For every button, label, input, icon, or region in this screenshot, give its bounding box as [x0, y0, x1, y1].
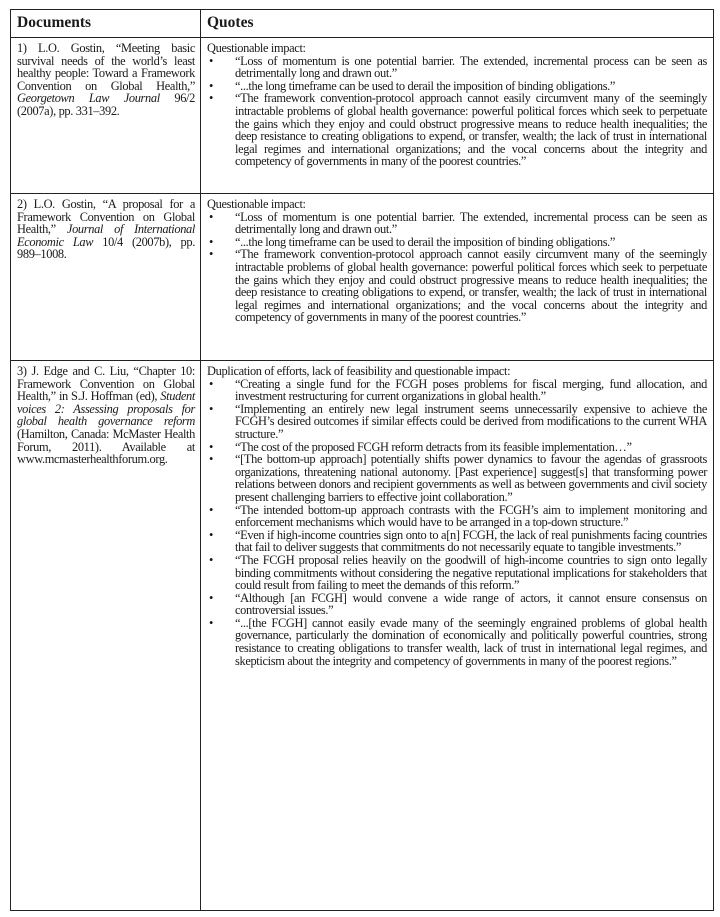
quotes-cell [201, 361, 714, 911]
citation-text: 2) L.O. Gostin, “A proposal for a Framework Convention on Global Health,” [17, 197, 195, 237]
quotes-cell [201, 38, 714, 194]
quote-item: • “Creating a single fund for the FCGH poses problems for fiscal merging, fund allocation, and investment restructuring for current organizations in global health.” [207, 378, 707, 403]
quote-heading: Duplication of efforts, lack of feasibility and questionable impact: [207, 364, 511, 378]
quote-item: • “Implementing an entirely new legal instrument seems unnecessarily expensive to achieve the FCGH’s desired outcomes if similar effects could be derived from modifications to the current WHA structure.” [207, 403, 707, 441]
table-row [11, 361, 714, 911]
documents-quotes-table [10, 9, 714, 911]
quote-list [207, 55, 707, 168]
quote-item: • “...the long timeframe can be used to derail the imposition of binding obligations.” [207, 236, 707, 249]
table-row [11, 194, 714, 361]
quote-item: • “Even if high-income countries sign onto to a[n] FCGH, the lack of real punishments facing countries that fail to deliver suggests that commitments do not necessarily equate to tangible investments.” [207, 529, 707, 554]
document-citation [11, 194, 201, 361]
citation-text: 1) L.O. Gostin, “Meeting basic survival needs of the world’s least healthy people: Toward a Framework Convention on Global Health,” [17, 41, 195, 93]
quote-item: • “[The bottom-up approach] potentially shifts power dynamics to favour the agendas of grassroots organizations, threatening national autonomy. [Past experience] suggest[s] that transforming power relations between donors and recipient governments as well as between governments and civil society present challenging barriers to effective joint collaboration.” [207, 453, 707, 503]
quote-item: • “...[the FCGH] cannot easily evade many of the seemingly engrained problems of global health governance, particularly the domination of economically and politically powerful countries, strong resistance to creating obligations to transfer wealth, lack of trust in international legal regimes, and skepticism about the integrity and competency of governments in many of the poorest regions.” [207, 617, 707, 667]
journal-title: Journal of International Economic Law [17, 222, 195, 249]
quote-item: • “...the long timeframe can be used to derail the imposition of binding obligations.” [207, 80, 707, 93]
header-row [11, 10, 714, 38]
quote-item: • “The framework convention-protocol approach cannot easily circumvent many of the seemingly intractable problems of global health governance: powerful political forces which seek to perpetuate the gains which they enjoy and could obstruct progressive means to reduce health inequalities; the deep resistance to creating obligations to expend, or transfer, wealth; the lack of trust in international legal regimes and international organizations; and the vocal concerns about the integrity and competency of governments in many of the poorest countries.” [207, 248, 707, 324]
quotes-cell [201, 194, 714, 361]
citation-details: 96/2 (2007a), pp. 331–392. [17, 91, 195, 118]
journal-title: Student voices 2: Assessing proposals for global health governance reform [17, 389, 195, 429]
quote-item: • “The framework convention-protocol approach cannot easily circumvent many of the seemingly intractable problems of global health governance: powerful political forces which seek to perpetuate the gains which they enjoy and could obstruct progressive means to reduce health inequalities; the deep resistance to creating obligations to expend, or transfer, wealth; the lack of trust in international legal regimes and international organizations; and the vocal concerns about the integrity and competency of governments in many of the poorest countries.” [207, 92, 707, 168]
quote-heading: Questionable impact: [207, 197, 306, 211]
quote-item: • “The intended bottom-up approach contrasts with the FCGH’s aim to implement monitoring and enforcement mechanisms which would have to be arranged in a top-down structure.” [207, 504, 707, 529]
citation-text: 3) J. Edge and C. Liu, “Chapter 10: Framework Convention on Global Health,” in S.J. Hoffman (ed), [17, 364, 195, 404]
quote-item: • “Loss of momentum is one potential barrier. The extended, incremental process can be seen as detrimentally long and drawn out.” [207, 55, 707, 80]
quote-heading: Questionable impact: [207, 41, 306, 55]
quote-list [207, 378, 707, 668]
table-row [11, 38, 714, 194]
quote-item: • “The FCGH proposal relies heavily on the goodwill of high-income countries to sign onto legally binding commitments without considering the negative reputational implications for stakeholders that could result from failing to meet the demands of this reform.” [207, 554, 707, 592]
quote-item: • “Loss of momentum is one potential barrier. The extended, incremental process can be seen as detrimentally long and drawn out.” [207, 211, 707, 236]
citation-details: (Hamilton, Canada: McMaster Health Forum, 2011). Available at www.mcmasterhealthforum.org. [17, 426, 195, 467]
document-citation [11, 38, 201, 194]
quote-item: • “The cost of the proposed FCGH reform detracts from its feasible implementation…” [207, 441, 707, 454]
header-documents: Documents [11, 10, 201, 38]
header-quotes: Quotes [201, 10, 714, 38]
quote-list [207, 211, 707, 324]
journal-title: Georgetown Law Journal [17, 91, 160, 106]
citation-details: 10/4 (2007b), pp. 989–1008. [17, 234, 195, 262]
quote-item: • “Although [an FCGH] would convene a wide range of actors, it cannot ensure consensus on controversial issues.” [207, 592, 707, 617]
document-citation [11, 361, 201, 911]
